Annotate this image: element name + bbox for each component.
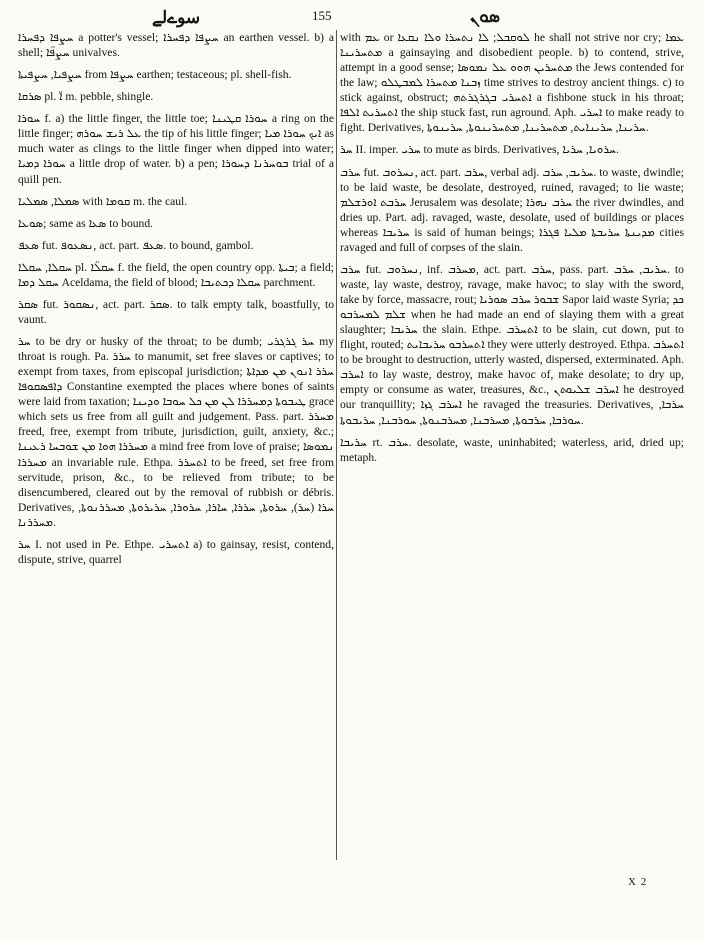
- running-header: [0, 6, 704, 28]
- left-column: [18, 30, 334, 880]
- entry: ܚܪܒ fut. ܢܚܪܘܒ, inf. ܡܚܪܒ, act. part. ܚܪܒ, pass. part. ܚܪܝܒ, ܚܪܒ. to waste, lay waste, destroy, ravage, make havoc; to slay with the sword, take by force, massacre, rout; ܫܒܘܪ ܚܪܒ ܣܘܪܝܐ Sapor laid waste Syria; ܟܕ ܫܠܡ ܠܡܚܪܒܘ when he had made an end of slaying them with a great slaughter; ܚܪܝܒܐ the slain. Ethpe. ܐܬܚܪܒ to be slain, cut down, put to flight, routed; ܐܬܚܪܒܘ ܚܪܝܒܐܝܬ they were utterly destroyed. Ethpa. ܐܬܚܪܒ to be brought to destruction, utterly wasted, dispersed, exterminated. Aph. ܐܚܪܒ to lay waste, destroy, make havoc of, make desolate; to dry up, empty or consume as water, treasures, &c., ܐܚܪܒ ܫܠܝܘܬܢ he destroyed our tranquillity; ܐܚܪܒ ܓܙܐ he ravaged the treasuries. Derivatives, ܚܪܒܐ, ܚܘܪܒܐ, ܚܪܒܘܬܐ, ܡܚܪܒܢܐ, ܡܚܪܒܢܘܬܐ, ܚܘܪܒܢܐ, ܚܪܝܒܘܬܐ.: [340, 262, 684, 427]
- entry: ܚܪ II. imper. ܚܪܝ to mute as birds. Derivatives, ܚܪܘܝܐ, ܚܪܝܐ.: [340, 143, 619, 157]
- page-number: 155: [312, 8, 332, 23]
- header-left-word: سوےلے: [152, 8, 201, 27]
- entry: ܣܘܥܐ; same as ܣܥܐ to bound.: [18, 216, 154, 230]
- header-right-word: ܣܘܢ: [470, 7, 500, 26]
- entry: ܚܨܦܝܐ, ܚܨܦܝܬܐ from ܚܨܦܐ earthen; testaceous; pl. shell-fish.: [18, 68, 292, 82]
- entry: ܣܩܪ fut. ܢܣܩܘܪ, act. part. ܣܩܪ. to talk empty talk, boastfully, to vaunt.: [18, 297, 334, 326]
- entry: ܚܪܒ fut. ܢܚܪܘܒ, act. part. ܚܪܒ, verbal adj. ܚܪܝܒ, ܚܪܒ. to waste, dwindle; to be laid waste, be desolate, destroyed, ruined, ravaged; to lie waste; ܚܪܒܬ ܐܘܪܫܠܡ Jerusalem was desolate; ܚܪܒ ܢܗܪܐ the river dwindles, and dries up. Part. adj. ravaged, waste, desolate, used of buildings or places whereas ܚܪܝܒܐ is said of human beings; ܡܕܝܢܬܐ ܚܪܝܒܬܐ ܡܠܝܐ ܦܓܪܐ cities ravaged and full of corpses of the slain.: [340, 165, 684, 254]
- entry: ܚܘܪܐ f. a) the little finger, the little toe; ܚܘܪܐ ܩܛܝܢܐ a ring on the little finger; ܥܠ ܪܝܫ ܚܘܪܗ the tip of his little finger; ܐܝܟ ܚܘܪܐ ܡܝܐ as much water as clings to the little finger when dipped into water; ܚܘܪܐ ܕܡܝܐ a little drop of water. b) a pen; ܒܘܚܪܢܐ ܕܚܘܪܐ trial of a quill pen.: [18, 112, 334, 186]
- entry: ܣܥܦ fut. ܢܣܥܘܦ, act. part. ܣܥܦ. to bound, gambol.: [18, 238, 254, 252]
- column-divider: [336, 30, 337, 860]
- entry: ܣܪܩܐ pl. ܐ̈ m. pebble, shingle.: [18, 90, 154, 104]
- entry: ܚܩܠܐ, ܚܩܠܐ pl. ܚܩܠ̈ܐ f. the field, the open country opp. ܒܝܬܐ; a field; ܚܩܠ ܕܡܐ Aceldama, the field of blood; ܚܩܠܐ ܕܟܬܝܒܐ parchment.: [18, 260, 334, 289]
- entry: ܚܪ to be dry or husky of the throat; to be dumb; ܚܪ ܓܪܓܪܝ my throat is rough. Pa. ܚܪܪ to manumit, set free slaves or captives; to exempt from taxes, from episcopal jurisdiction; ܚܪܪ ܐܢܘܢ ܡܢ ܡܕܐܬܐ ܕܐܦܣܩܘܦܐ Constantine exempted the places where bones of saints were laid from taxation; ܛܝܒܘܬܐ ܕܡܚܪܪܐ ܠܢ ܡܢ ܟܠ ܚܘܒܐ ܘܕܝܢܐ grace which sets us free from all guilt and judgement. Pass. part. ܡܚܪܪ freed, free, exempt from tribute, jurisdiction, guilt, anxiety, &c.; ܡܚܪܪܐ ܗܘܐ ܡܢ ܫܘܒܚܐ ܪܥܝܢܐ a mind free from love of praise; ܢܡܘܣܐ ܡܚܪܪܐ an invariable rule. Ethpa. ܐܬܚܪܪ to be freed, set free from servitude, prison, &c., to be relieved from tribute; to be disencumbered, cleared out by the removal of rubbish or débris. Derivatives, ܚܪܐ (ܚܪ), ܚܪܘܬܐ, ܚܪܪܐ, ܚܐܪܐ, ܚܪܘܪܐ, ܚܪܝܪܘܬܐ, ܡܚܪܪܢܘܬܐ, ܡܚܪܪܢܐ.: [18, 335, 334, 529]
- entry: with ܥܡ or ܠܘܩܒܠ; ܠܐ ܢܬܚܪܐ ܘܠܐ ܢܩܥܐ he shall not strive nor cry; ܥܡܐ ܡܬܚܪܝܢܐ a gainsaying and disobedient people. b) to contend, strive, attempt in a good sense; ܡܬܚܪܝܢ ܗܘܘ ܥܠ ܢܡܘܣܐ the Jews contended for the law; ܙܒܢܐ ܡܬܚܪܐ ܠܡܒܛܠܘ time strives to destroy ancient things. c) to stick against, obstruct; ܐܬܚܪܝ ܒܓܪܓܪܬܗ a fishbone stuck in his throat; ܐܬܚܪܝܬ ܐܠܦܐ the ship stuck fast, run aground. Aph. ܐܚܪܝ to make ready to fight. Derivatives, ܚܪܝܢܐ, ܚܪܝܢܐܝܬ, ܡܬܚܪܝܢܐ, ܡܬܚܪܝܢܘܬܐ, ܚܪܝܢܘܬܐ.: [340, 31, 684, 135]
- entry: ܣܡܠܐ, ܣܡܠܝܐ with ܩܘܡܐ m. the caul.: [18, 194, 188, 208]
- entry: ܚܨܦܐ ܕܦܚܪܐ a potter's vessel; ܚܨܦܐ ܕܦܚܪܐ an earthen vessel. b) a shell; ܚܨܦ̈ܐ univalves.: [18, 31, 334, 60]
- right-column: [340, 30, 684, 880]
- signature-mark: X 2: [628, 876, 648, 888]
- entry: ܚܪܝܒܐ rt. ܚܪܒ. desolate, waste, uninhabited; waterless, arid, dried up; metaph.: [340, 435, 684, 464]
- entry: ܚܪ I. not used in Pe. Ethpe. ܐܬܚܪܝ a) to gainsay, resist, contend, dispute, strive, quarrel: [18, 537, 334, 566]
